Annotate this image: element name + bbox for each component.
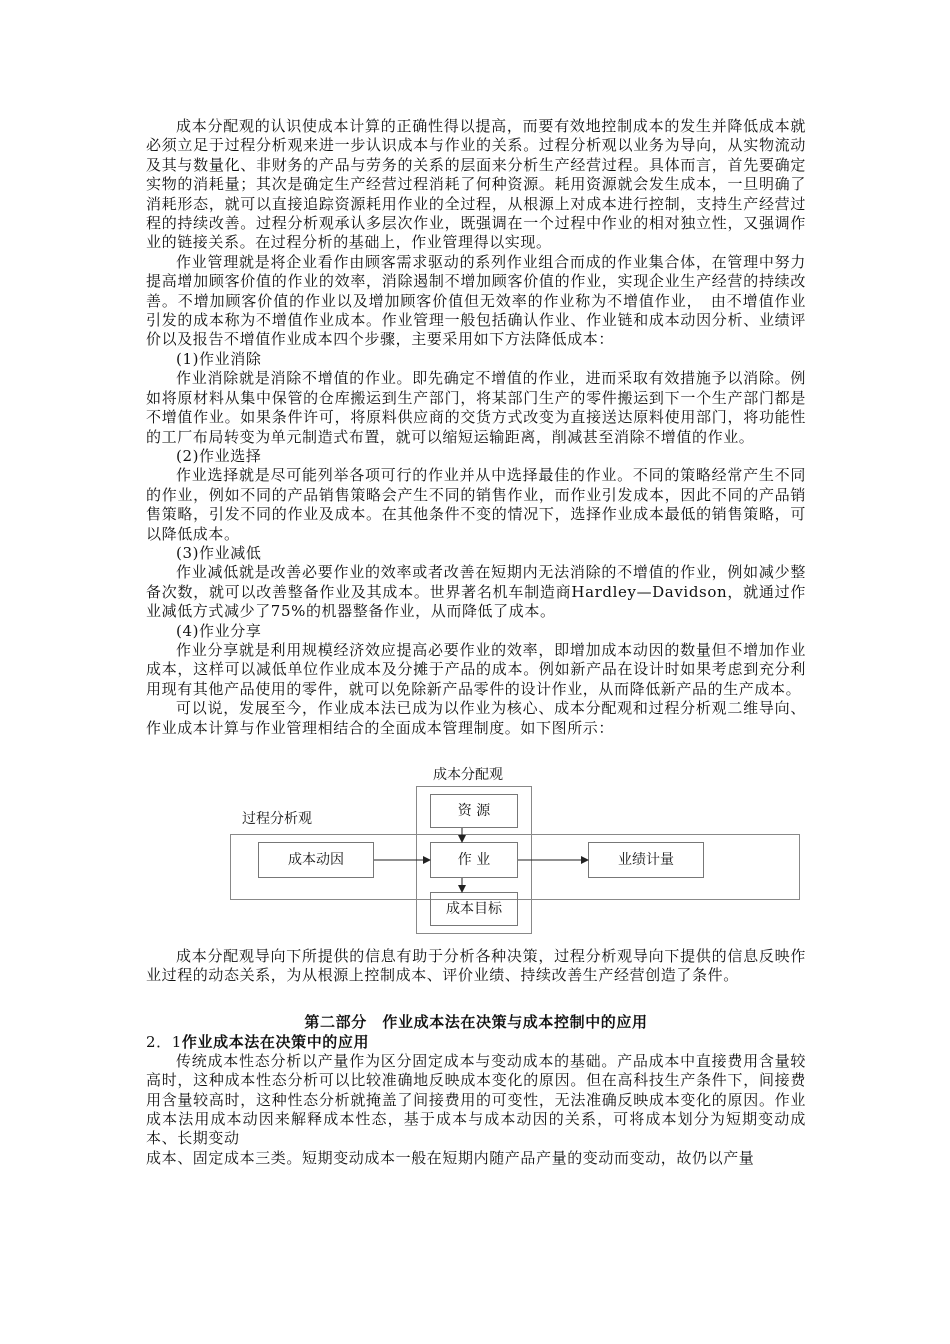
performance-box: 业绩计量 — [588, 842, 704, 878]
section-paragraph-2: 成本、固定成本三类。短期变动成本一般在短期内随产品产量的变动而变动，故仍以产量 — [146, 1148, 755, 1167]
paragraph-summary: 可以说，发展至今，作业成本法已成为以作业为核心、成本分配观和过程分析观二维导向、作业成本计算与作业管理相结合的全面成本管理制度。如下图所示： — [146, 699, 806, 737]
paragraph-after-diagram: 成本分配观导向下所提供的信息有助于分析各种决策，过程分析观导向下提供的信息反映作业过程的动态关系，为从根源上控制成本、评价业绩、持续改善生产经营创造了条件。 — [146, 947, 806, 985]
paragraph-activity-elimination: 作业消除就是消除不增值的作业。即先确定不增值的作业，进而采取有效措施予以消除。例如将原材料从集中保管的仓库搬运到生产部门，将某部门生产的零件搬运到下一个生产部门都是不增值作业。如果条件许可，将原料供应商的交货方式改变为直接送达原料使用部门，将功能性的工厂布局转变为单元制造式布置，就可以缩短运输距离，削减甚至消除不增值的作业。 — [146, 369, 806, 446]
paragraph-activity-reduction: 作业减低就是改善必要作业的效率或者改善在短期内无法消除的不增值的作业，例如减少整备次数，就可以改善整备作业及其成本。世界著名机车制造商Hardley—Davidson，就通过作业减低方式减少了75%的机器整备作业，从而降低了成本。 — [146, 563, 806, 621]
diagram-arrows — [146, 772, 806, 950]
heading-activity-reduction: (3)作业减低 — [176, 543, 262, 562]
section-title-text: 作业成本法在决策中的应用 — [181, 1032, 370, 1051]
paragraph-activity-sharing: 作业分享就是利用规模经济效应提高必要作业的效率，即增加成本动因的数量但不增加作业成本，这样可以减低单位作业成本及分摊于产品的成本。例如新产品在设计时如果考虑到充分利用现有其他产品使用的零件，就可以免除新产品零件的设计作业，从而降低新产品的生产成本。 — [146, 640, 806, 698]
cost-driver-box: 成本动因 — [258, 842, 374, 878]
section-paragraph-1: 传统成本性态分析以产量作为区分固定成本与变动成本的基础。产品成本中直接费用含量较高时，这种成本性态分析可以比较准确地反映成本变化的原因。但在高科技生产条件下，间接费用含量较高时，这种性态分析就掩盖了间接费用的可变性，无法准确反映成本变化的原因。作业成本法用成本动因来解释成本性态，基于成本与成本动因的关系，可将成本划分为短期变动成本、长期变动 — [146, 1051, 806, 1148]
heading-activity-sharing: (4)作业分享 — [176, 621, 262, 640]
paragraph-cost-allocation: 成本分配观的认识使成本计算的正确性得以提高，而要有效地控制成本的发生并降低成本就必须立足于过程分析观来进一步认识成本与作业的关系。过程分析观以业务为导向，从实物流动及其与数量化、非财务的产品与劳务的关系的层面来分析生产经营过程。具体而言，首先要确定实物的消耗量；其次是确定生产经营过程消耗了何种资源。耗用资源就会发生成本，一旦明确了消耗形态，就可以直接追踪资源耗用作业的全过程，从根源上对成本进行控制，支持生产经营过程的持续改善。过程分析观承认多层次作业，既强调在一个过程中作业的相对独立性，又强调作业的链接关系。在过程分析的基础上，作业管理得以实现。 — [146, 117, 806, 252]
heading-activity-elimination: (1)作业消除 — [176, 349, 262, 368]
resources-box: 资 源 — [430, 794, 518, 828]
cost-allocation-label: 成本分配观 — [433, 767, 503, 783]
paragraph-activity-selection: 作业选择就是尽可能列举各项可行的作业并从中选择最佳的作业。不同的策略经常产生不同的作业，例如不同的产品销售策略会产生不同的销售作业，而作业引发成本，因此不同的产品销售策略，引发不同的作业及成本。在其他条件不变的情况下，选择作业成本最低的销售策略，可以降低成本。 — [146, 466, 806, 543]
section-title — [146, 1032, 806, 1052]
activity-box: 作 业 — [430, 842, 518, 878]
paragraph-activity-management: 作业管理就是将企业看作由顾客需求驱动的系列作业组合而成的作业集合体，在管理中努力提高增加顾客价值的作业的效率，消除遏制不增加顾客价值的作业，实现企业生产经营的持续改善。不增加顾客价值的作业以及增加顾客价值但无效率的作业称为不增值作业， 由不增值作业引发的成本称为不增值作业成本。作业管理一般包括确认作业、作业链和成本动因分析、业绩评价以及报告不增值作业成本四个步骤，主要采用如下方法降低成本： — [146, 252, 806, 349]
section-number: 2．1 — [146, 1032, 182, 1051]
abc-two-dimension-diagram — [146, 767, 806, 950]
document-page — [146, 117, 806, 1168]
part-title: 第二部分 作业成本法在决策与成本控制中的应用 — [304, 1012, 648, 1031]
process-analysis-label: 过程分析观 — [242, 811, 312, 827]
cost-object-box: 成本目标 — [430, 892, 518, 926]
heading-activity-selection: (2)作业选择 — [176, 446, 262, 465]
